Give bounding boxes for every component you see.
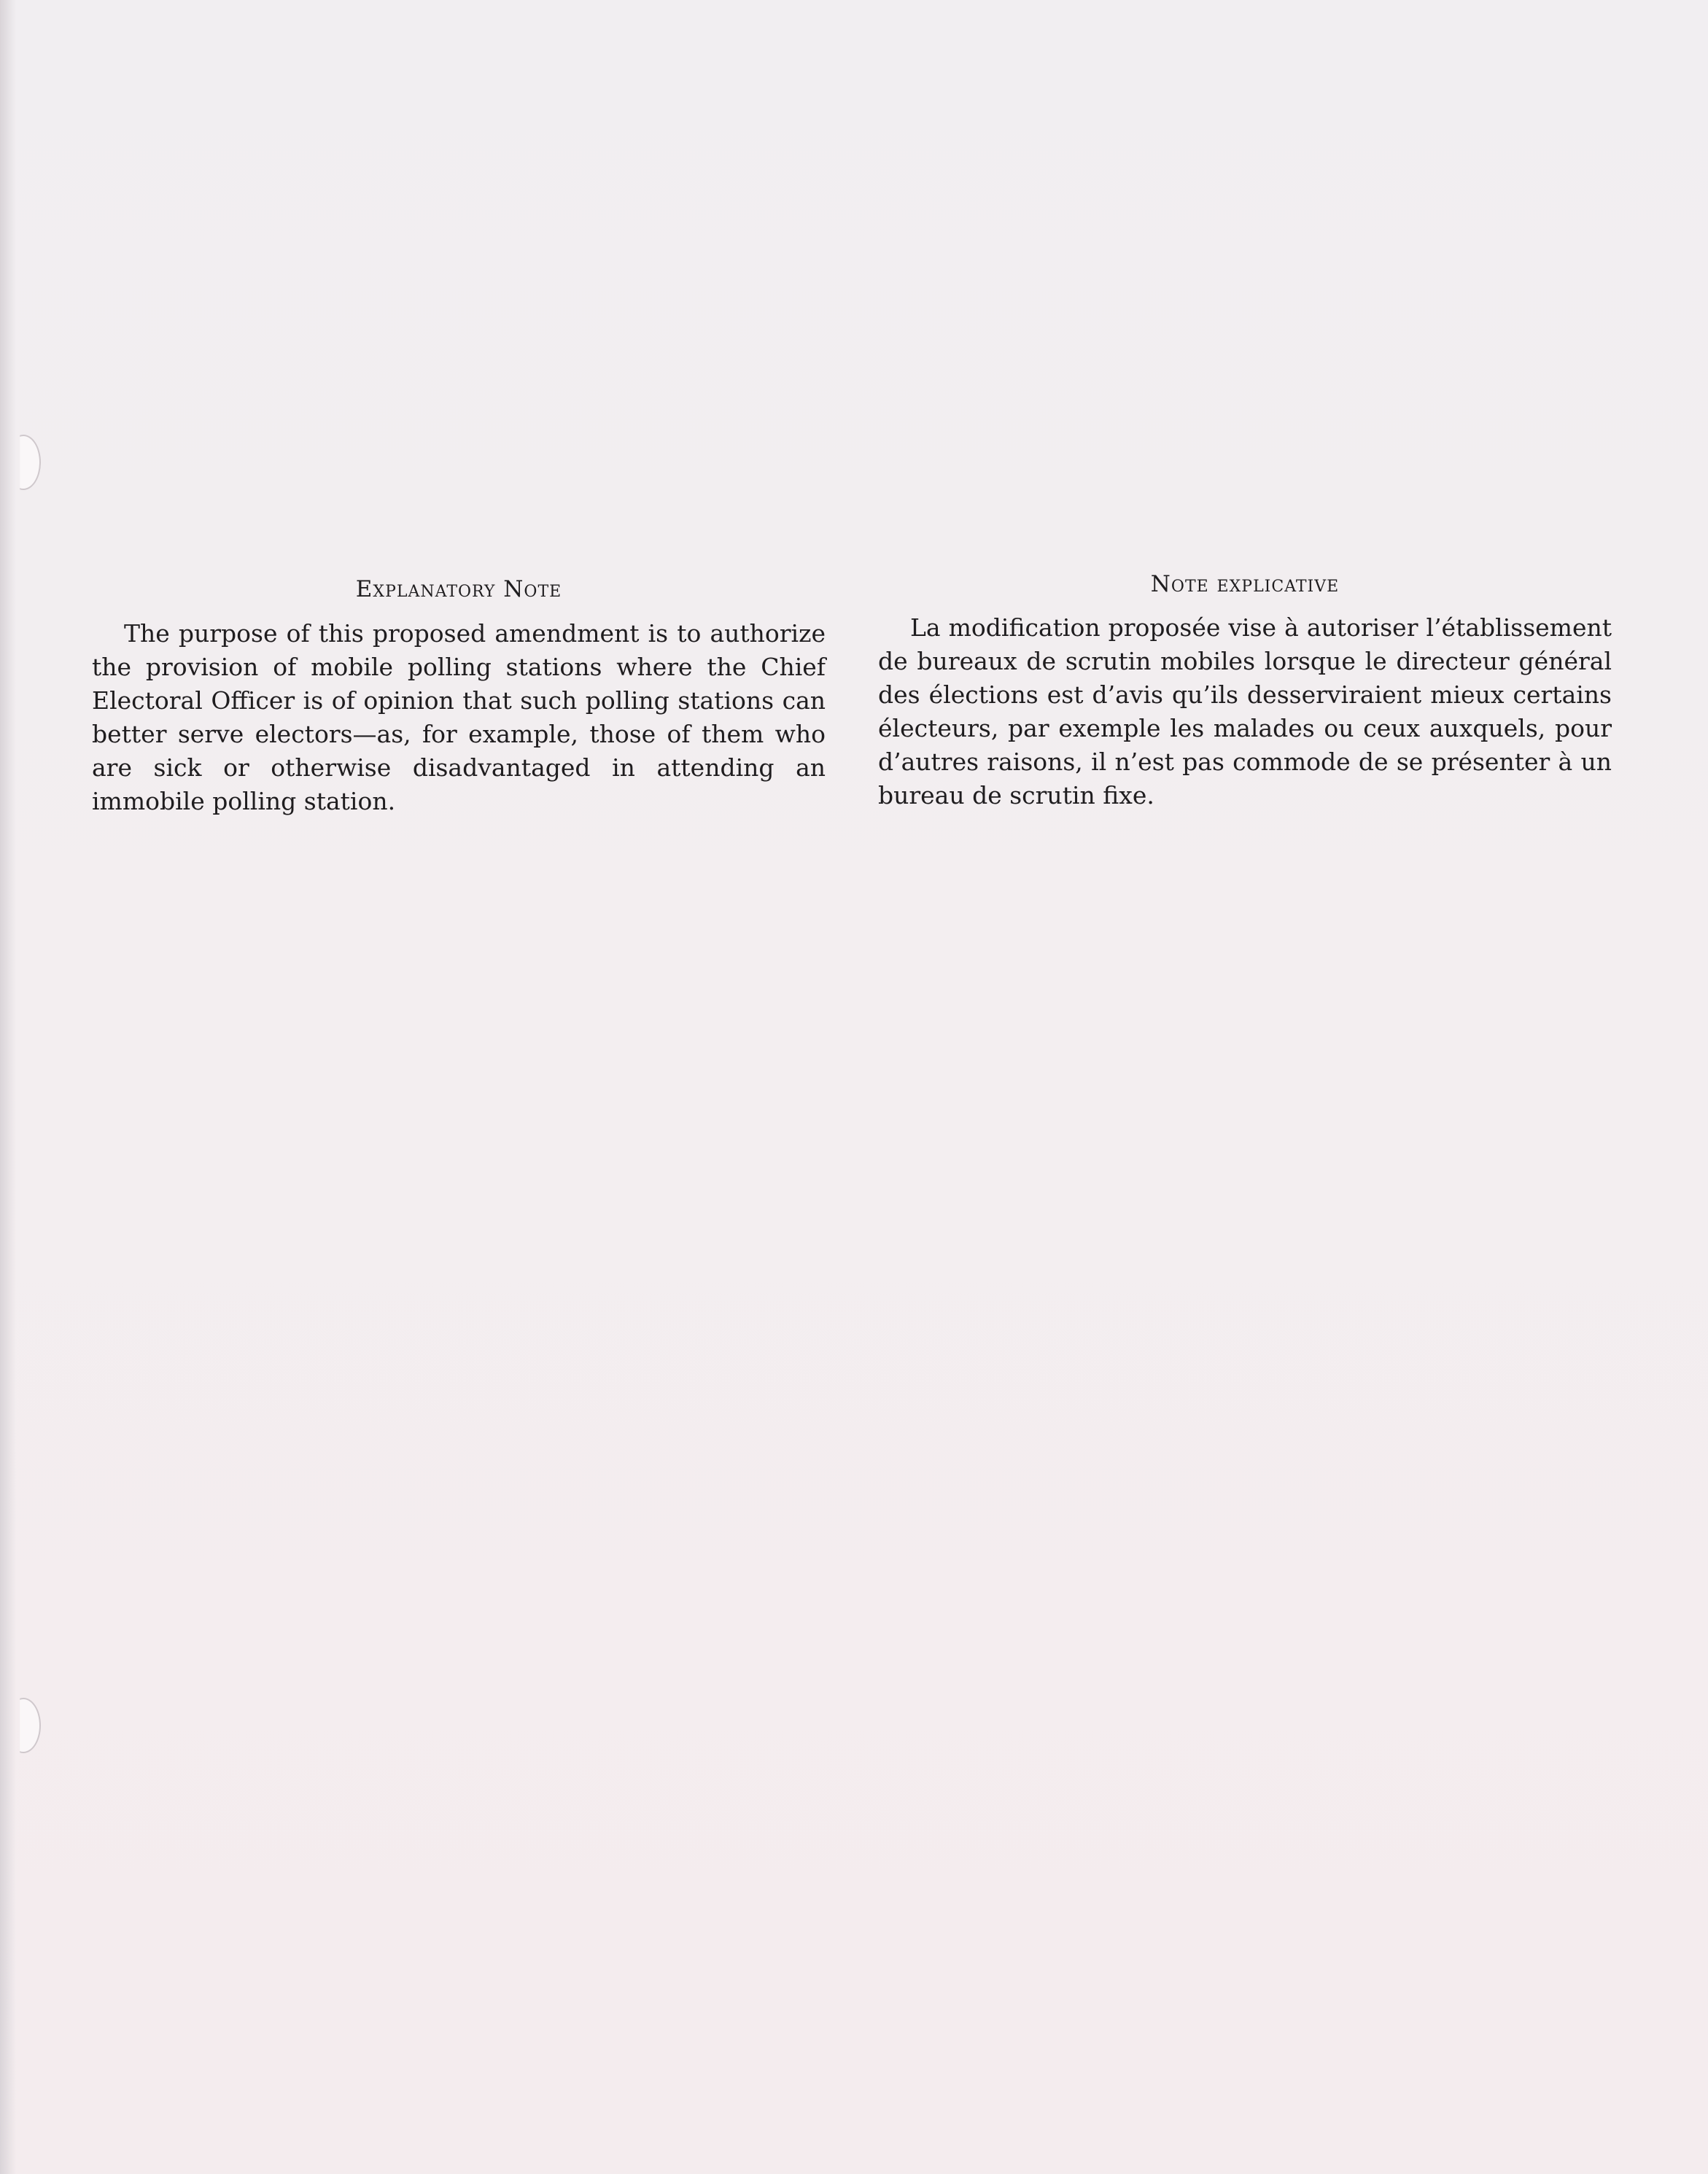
english-note-text: The purpose of this proposed amendment is to authorize the provision of mobile polling stations where the Chief Electoral Officer is of opinion that such polling stations can better serve electors—as, for example, those of them who are sick or otherwise disadvantaged in attending an immobile polling station. — [92, 619, 826, 815]
page-edge-shadow — [0, 0, 16, 2174]
french-heading: Note explicative — [1150, 571, 1340, 597]
english-heading: Explanatory Note — [355, 576, 562, 602]
french-note-text: La modification proposée vise à autoriser l’établissement de bureaux de scrutin mobiles lorsque le directeur général des élections est d’avis qu’ils desserviraient mieux certains électeurs, par exemple les malades ou ceux auxquels, pour d’autres raisons, il n’est pas commode de se présenter à un bureau de scrutin fixe. — [878, 613, 1612, 810]
